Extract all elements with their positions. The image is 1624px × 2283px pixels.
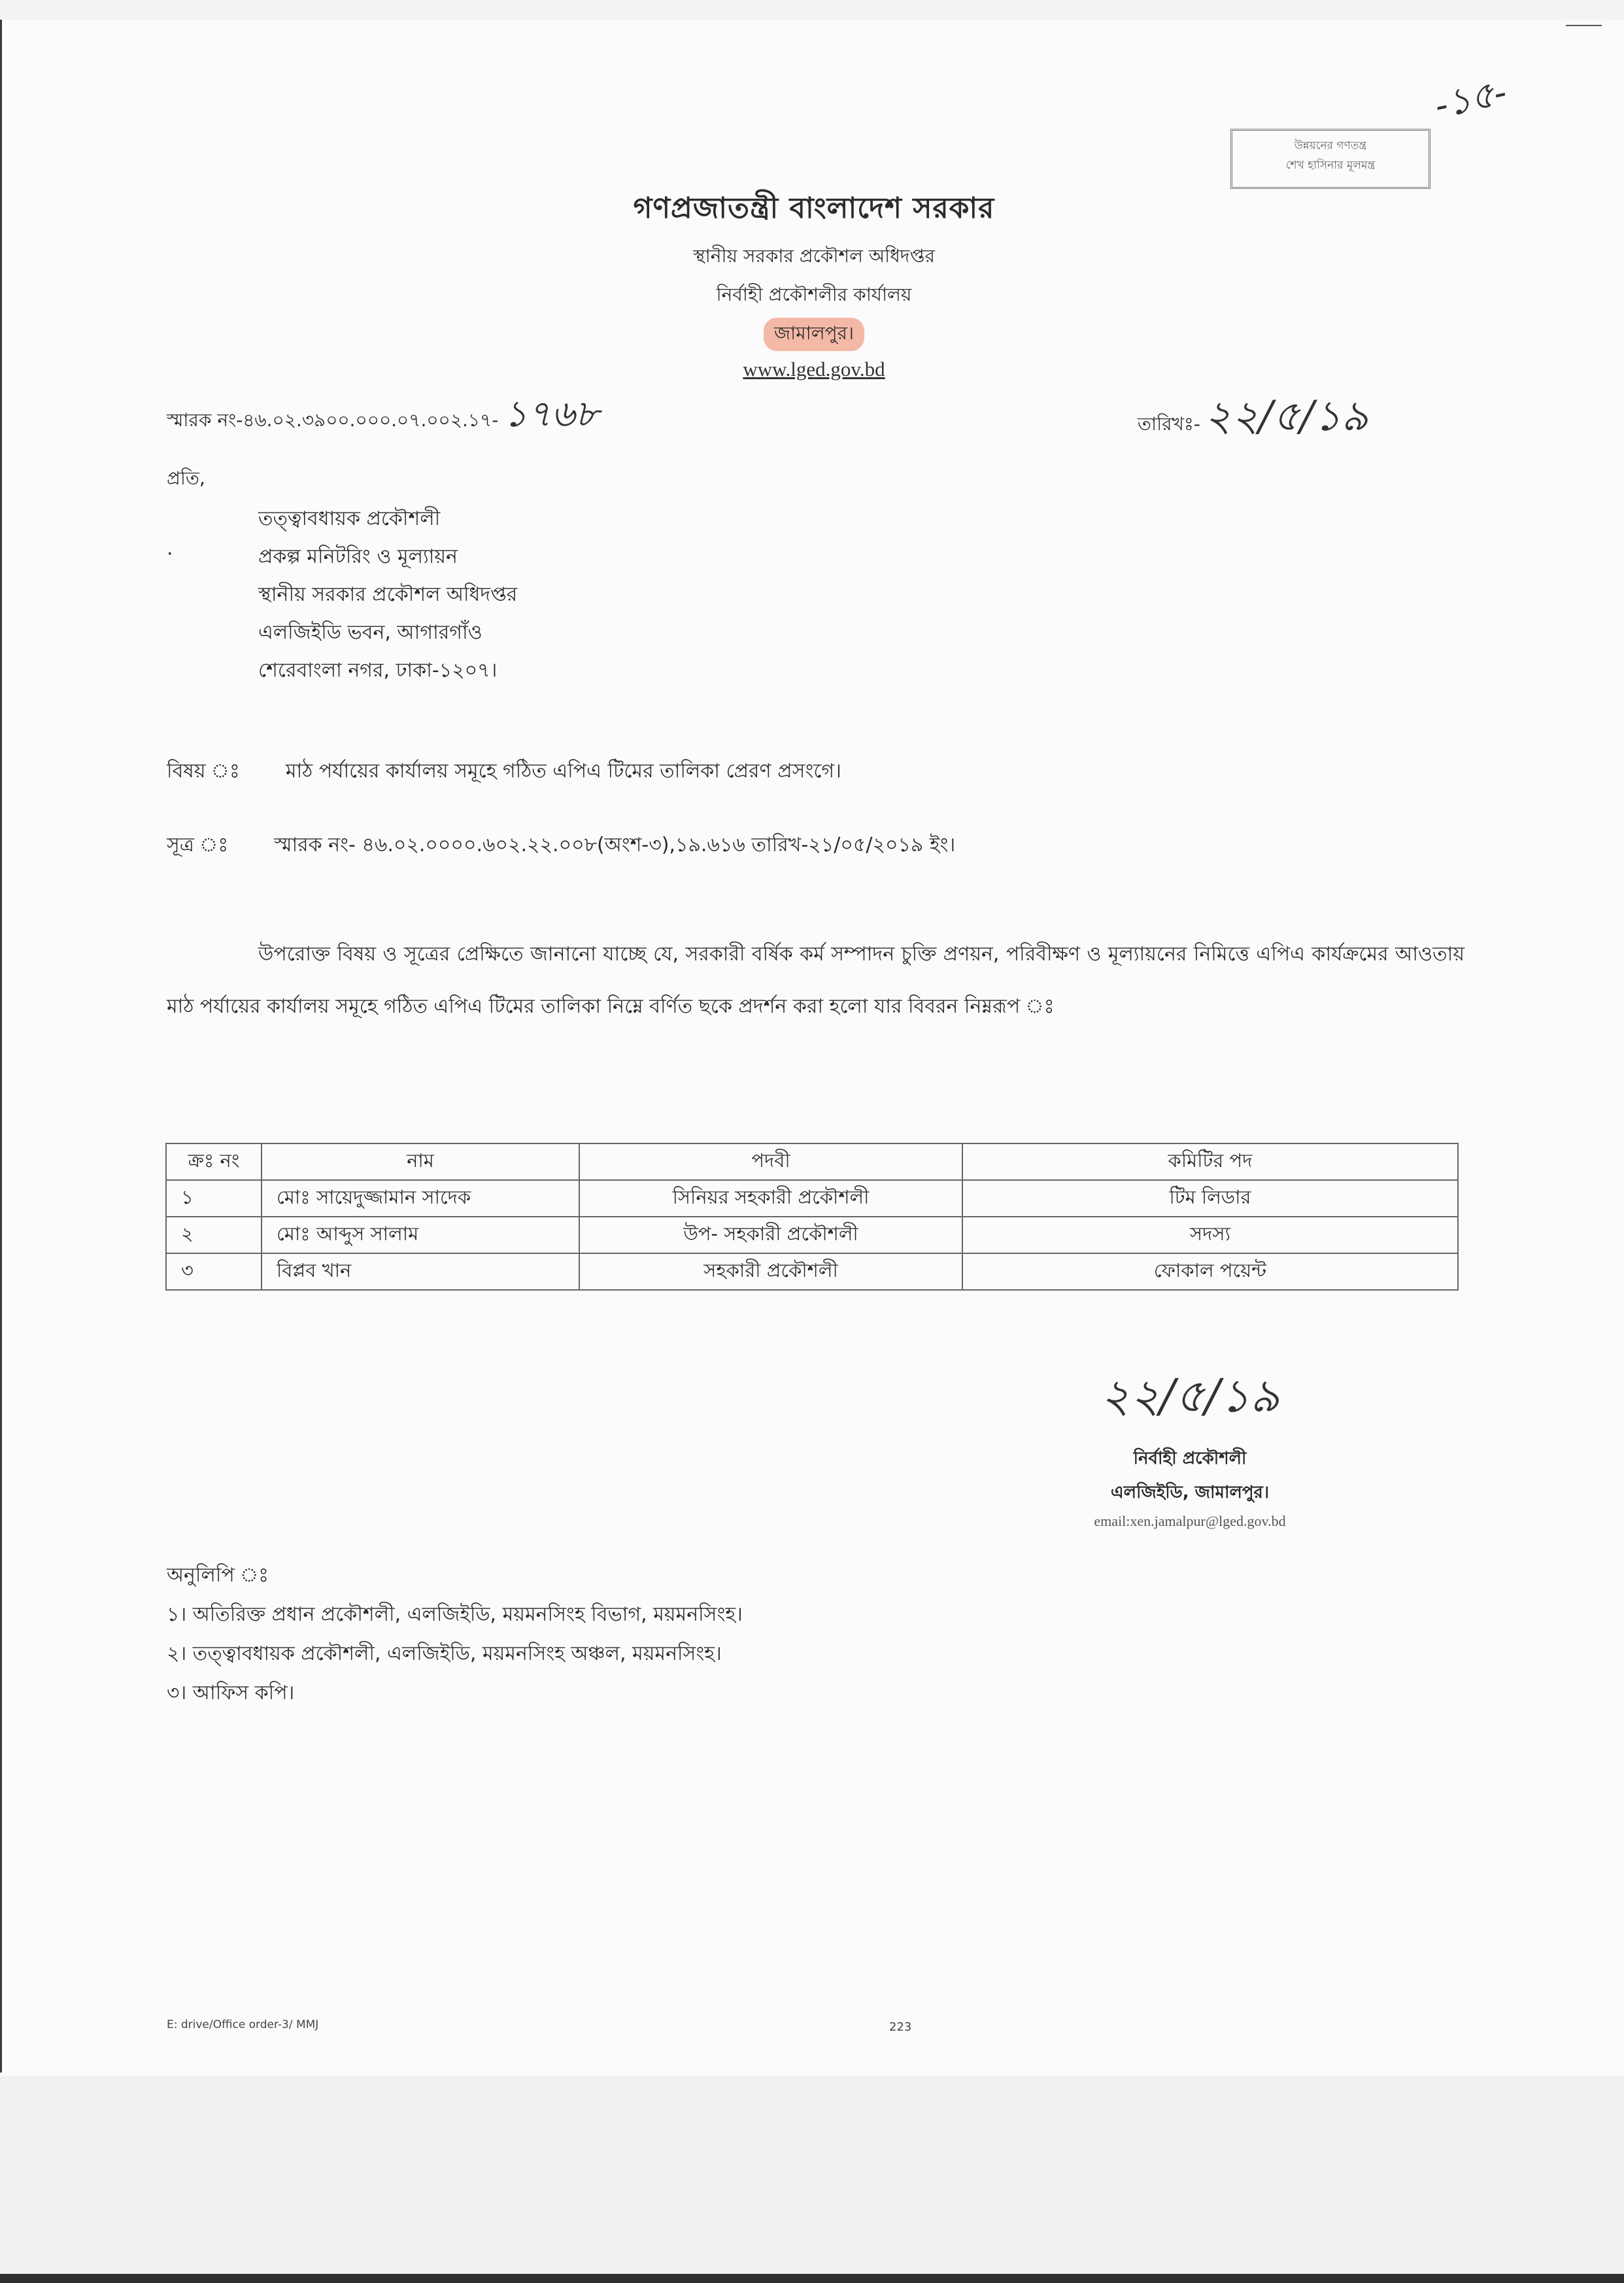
column-header-serial: ক্রঃ নং (166, 1143, 262, 1180)
memo-reference (167, 386, 599, 447)
apa-team-table (165, 1143, 1459, 1291)
reference-text: স্মারক নং- ৪৬.০২.০০০০.৬০২.২২.০০৮(অংশ-৩),১৯.৬১৬ তারিখ-২১/০৫/২০১৯ ইং। (274, 834, 956, 856)
subject-line (167, 755, 841, 788)
cell-serial: ১ (166, 1180, 262, 1217)
cell-name: বিপ্লব খান (262, 1253, 579, 1290)
cell-designation: সিনিয়র সহকারী প্রকৌশলী (579, 1180, 962, 1217)
copy-to-list (167, 1556, 743, 1713)
slogan-stamp (1230, 129, 1430, 189)
cc-item: ৩। আফিস কপি। (167, 1682, 295, 1704)
cell-committee-role: সদস্য (962, 1217, 1458, 1253)
address-line: এলজিইডি ভবন, আগারগাঁও (258, 621, 482, 644)
address-line: স্থানীয় সরকার প্রকৌশল অধিদপ্তর (258, 583, 518, 606)
cc-item: ১। অতিরিক্ত প্রধান প্রকৌশলী, এলজিইডি, ময়মনসিংহ বিভাগ, ময়মনসিংহ। (167, 1603, 743, 1626)
table-row (166, 1217, 1458, 1253)
scan-bottom-edge (0, 2274, 1624, 2283)
government-title: গণপ্রজাতন্ত্রী বাংলাদেশ সরকার (633, 192, 995, 225)
subject-text: মাঠ পর্যায়ের কার্যালয় সমূহে গঠিত এপিএ টিমের তালিকা প্রেরণ প্রসংগে। (285, 760, 841, 783)
recipient-heading: প্রতি, (167, 467, 205, 489)
scan-mark (1566, 25, 1602, 26)
subject-label: বিষয় ঃ (167, 760, 240, 783)
memo-ref-handwritten: ১৭৬৮ (503, 393, 599, 435)
table-row (166, 1180, 1458, 1217)
memo-ref-label: স্মারক নং-৪৬.০২.৩৯০০.০০০.০৭.০০২.১৭- (167, 409, 499, 431)
memo-date (1138, 384, 1368, 454)
margin-dot: · (167, 543, 173, 566)
table-row (166, 1253, 1458, 1290)
district-name: জামালপুর। (764, 318, 864, 351)
handwritten-signature: ২২/৫/১৯ (1100, 1369, 1280, 1423)
cell-name: মোঃ সায়েদুজ্জামান সাদেক (262, 1180, 579, 1217)
recipient-address (258, 500, 517, 690)
signature-block (1020, 1347, 1360, 1530)
memo-date-label: তারিখঃ- (1138, 413, 1200, 435)
body-paragraph: উপরোক্ত বিষয় ও সূত্রের প্রেক্ষিতে জানানো যাচ্ছে যে, সরকারী বর্ষিক কর্ম সম্পাদন চুক্তি প্রণয়ন, পরিবীক্ষণ ও মূল্যায়নের নিমিত্তে এপিএ কার্যক্রমের আওতায় মাঠ পর্যায়ের কার্যালয় সমূহে গঠিত এপিএ টিমের তালিকা নিম্নে বর্ণিত ছকে প্রদর্শন করা হলো যার বিবরন নিম্নরূপ ঃ (167, 943, 1464, 1018)
signatory-office: এলজিইডি, জামালপুর। (1110, 1483, 1270, 1502)
letterhead (458, 186, 1170, 381)
cell-name: মোঃ আব্দুস সালাম (262, 1217, 579, 1253)
cell-committee-role: ফোকাল পয়েন্ট (962, 1253, 1458, 1290)
column-header-designation: পদবী (579, 1143, 962, 1180)
cell-serial: ২ (166, 1217, 262, 1253)
office-name: নির্বাহী প্রকৌশলীর কার্যালয় (716, 284, 912, 305)
stamp-line-2: শেখ হাসিনার মূলমন্ত্র (1285, 159, 1376, 172)
cell-designation: সহকারী প্রকৌশলী (579, 1253, 962, 1290)
cc-heading: অনুলিপি ঃ (167, 1564, 269, 1587)
scan-top-margin (0, 0, 1624, 20)
memo-date-handwritten: ২২/৫/১৯ (1204, 392, 1368, 441)
cell-designation: উপ- সহকারী প্রকৌশলী (579, 1217, 962, 1253)
department-name: স্থানীয় সরকার প্রকৌশল অধিদপ্তর (693, 245, 935, 267)
file-path-footer: E: drive/Office order-3/ MMJ (167, 2018, 319, 2031)
address-line: তত্ত্বাবধায়ক প্রকৌশলী (258, 507, 441, 530)
signatory-title: নির্বাহী প্রকৌশলী (1133, 1449, 1247, 1468)
address-line: প্রকল্প মনিটরিং ও মূল্যায়ন (258, 545, 458, 568)
stamp-line-1: উন্নয়নের গণতন্ত্র (1294, 139, 1367, 152)
website-link[interactable]: www.lged.gov.bd (743, 358, 885, 380)
column-header-committee-role: কমিটির পদ (962, 1143, 1458, 1180)
scan-left-edge (0, 20, 2, 2072)
footer-page-number: 223 (889, 2020, 912, 2034)
cell-committee-role: টিম লিডার (962, 1180, 1458, 1217)
signatory-email[interactable]: email:xen.jamalpur@lged.gov.bd (1094, 1513, 1286, 1529)
reference-label: সূত্র ঃ (167, 834, 229, 856)
reference-line (167, 829, 955, 862)
handwritten-page-number: -১৫- (1430, 71, 1511, 127)
column-header-name: নাম (262, 1143, 579, 1180)
scan-bottom-area (0, 2076, 1624, 2283)
cc-item: ২। তত্ত্বাবধায়ক প্রকৌশলী, এলজিইডি, ময়মনসিংহ অঞ্চল, ময়মনসিংহ। (167, 1642, 722, 1665)
cell-serial: ৩ (166, 1253, 262, 1290)
address-line: শেরেবাংলা নগর, ঢাকা-১২০৭। (258, 659, 498, 682)
table-header-row (166, 1143, 1458, 1180)
